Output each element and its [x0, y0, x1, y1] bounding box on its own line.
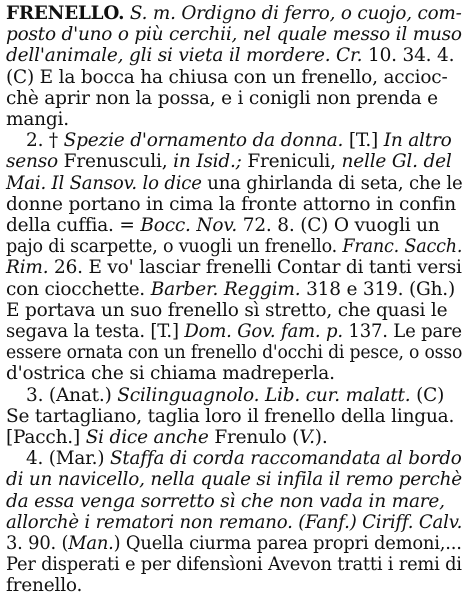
entry-text: ) Quella ciurma parea propri demoni,... [113, 533, 462, 554]
italic-text: in Isid.; [173, 151, 242, 173]
entry-line [6, 300, 447, 322]
entry-line [6, 279, 455, 301]
entry-line [6, 554, 462, 576]
entry-line [6, 151, 452, 173]
entry-text: Per disperati e per difensìoni Avevon tratti i remi di [6, 554, 462, 576]
italic-text: Scilinguagnolo. Lib. cur. malatt. [117, 384, 411, 406]
entry-line [6, 469, 462, 491]
entry-text: Se tartagliano, taglia loro il frenello della lingua. [6, 405, 455, 427]
entry-line [6, 406, 454, 428]
italic-text: posto d'uno o più cerchii, nel quale messo il muso [6, 24, 462, 46]
entry-line [26, 130, 452, 152]
entry-text: mangi. [6, 109, 69, 130]
entry-text: [T.] [343, 130, 384, 152]
entry-text: 3. (Anat.) [26, 384, 118, 406]
entry-text: Frenulo ( [208, 427, 300, 448]
italic-text: Bocc. Nov. [140, 215, 238, 236]
entry-text: (C) E la bocca ha chiusa con un frenello, accioc- [6, 66, 448, 88]
italic-text: di un navicello, nella quale si infila il remo perchè [6, 469, 462, 491]
italic-text: dell'animale, gli si vieta il mordere. Cr. [6, 45, 363, 67]
entry-line [6, 342, 462, 364]
entry-line [26, 448, 462, 470]
entry-line [6, 512, 462, 534]
italic-text: Man. [68, 533, 114, 554]
entry-line [6, 363, 335, 385]
italic-text: Si dice anche [85, 427, 209, 448]
entry-text: E portava un suo frenello sì stretto, che quasi le [6, 299, 448, 321]
entry-line [6, 194, 456, 216]
entry-text: d'ostrica che si chiama madreperla. [6, 363, 335, 385]
italic-text: da essa venga sorretto sì che non vada in mare, [6, 490, 445, 512]
italic-text: V. [299, 427, 315, 448]
entry-line [6, 88, 438, 110]
entry-text: 26. E vo' lasciar frenelli Contar di tanti versi [48, 257, 462, 279]
italic-text: Rim. [6, 257, 49, 279]
entry-text: donne portano in cima la fronte attorno in confin [6, 193, 456, 215]
entry-line [6, 173, 462, 195]
entry-text: 3. 90. ( [6, 533, 69, 554]
entry-line [6, 491, 445, 513]
entry-line [6, 427, 328, 449]
entry-line [6, 236, 462, 258]
entry-text: [Pacch.] [6, 427, 86, 448]
entry-text: essere ornata con un frenello d'occhi di pesce, o osso [6, 342, 463, 364]
entry-text: Freniculi, [241, 151, 342, 173]
italic-text: In altro [383, 130, 452, 152]
entry-text: 10. 34. 4. [362, 45, 455, 67]
entry-line [6, 67, 448, 89]
entry-text: 4. (Mar.) [26, 448, 110, 470]
entry-line [6, 215, 440, 237]
italic-text: senso [6, 151, 58, 173]
entry-line [6, 45, 454, 67]
entry-line [6, 3, 462, 25]
italic-text: Franc. Sacch. [342, 236, 463, 258]
entry-text: Frenusculi, [58, 151, 174, 173]
entry-text: una ghirlanda di seta, che le [201, 172, 463, 194]
entry-text: ). [314, 427, 328, 448]
entry-line [6, 24, 462, 46]
entry-text: (C) [410, 384, 445, 406]
entry-text: pajo di scarpette, o vuogli un frenello. [6, 236, 343, 258]
entry-text: 72. 8. (C) O vuogli un [237, 215, 440, 236]
entry-text: frenello. [6, 575, 83, 597]
italic-text: Mai. Il Sansov. lo dice [6, 172, 202, 194]
headword: FRENELLO. [6, 3, 125, 24]
italic-text: allorchè i rematori non remano. (Fanf.) Ciriff. Calv. [6, 511, 463, 533]
entry-line [26, 385, 444, 407]
entry-text: 318 e 319. (Gh.) [300, 278, 456, 300]
italic-text: Barber. Reggim. [150, 278, 301, 300]
entry-text: segava la testa. [T.] [6, 321, 185, 342]
entry-line [6, 575, 82, 597]
italic-text: S. m. Ordigno di ferro, o cuojo, com- [124, 3, 462, 24]
entry-line [6, 321, 462, 343]
entry-line [6, 533, 462, 555]
italic-text: Staffa di corda raccomandata al bordo [109, 448, 462, 470]
italic-text: Dom. Gov. fam. p. [184, 321, 343, 342]
entry-line [6, 257, 462, 279]
entry-text: chè aprir non la possa, e i conigli non prenda e [6, 87, 438, 109]
entry-line [6, 109, 69, 131]
entry-text: 2. † [26, 130, 64, 152]
entry-text: con ciocchette. [6, 278, 151, 300]
italic-text: Spezie d'ornamento da donna. [63, 130, 344, 152]
entry-text: della cuffia. = [6, 215, 141, 236]
italic-text: nelle Gl. del [341, 151, 452, 173]
entry-text: 137. Le pare [342, 321, 462, 342]
